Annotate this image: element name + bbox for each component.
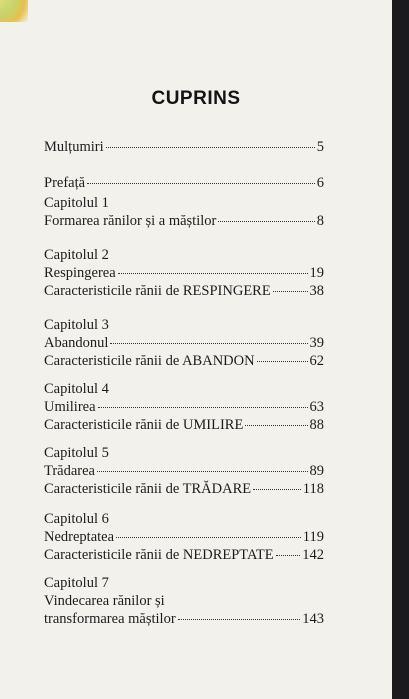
toc-chapter-5 bbox=[44, 444, 324, 498]
toc-entry-label: Mulțumiri bbox=[44, 139, 104, 155]
dot-leader bbox=[245, 425, 307, 426]
dot-leader bbox=[257, 361, 308, 362]
toc-entry-label: Trădarea bbox=[44, 463, 95, 479]
dot-leader bbox=[97, 471, 308, 472]
chapter-heading: Capitolul 5 bbox=[44, 445, 109, 461]
toc-entry-label-line1: Vindecarea rănilor și bbox=[44, 593, 165, 609]
dot-leader bbox=[87, 183, 315, 184]
toc-page-number: 39 bbox=[309, 335, 324, 351]
chapter-heading: Capitolul 3 bbox=[44, 317, 109, 333]
chapter-heading: Capitolul 6 bbox=[44, 511, 109, 527]
toc-page-number: 142 bbox=[302, 547, 324, 563]
toc-chapter-3 bbox=[44, 316, 324, 370]
toc-page-number: 8 bbox=[316, 213, 324, 229]
toc-entry-multumiri bbox=[44, 138, 324, 156]
toc-page-number: 89 bbox=[309, 463, 324, 479]
dot-leader bbox=[106, 147, 315, 148]
toc-chapter-4 bbox=[44, 380, 324, 434]
toc-entry-label: Respingerea bbox=[44, 265, 116, 281]
toc-entry-label: Caracteristicile rănii de UMILIRE bbox=[44, 417, 244, 433]
toc-page-number: 38 bbox=[309, 283, 324, 299]
dot-leader bbox=[276, 555, 301, 556]
toc-entry-label: Caracteristicile rănii de ABANDON bbox=[44, 353, 255, 369]
toc-page-number: 62 bbox=[309, 353, 324, 369]
toc-page-number: 118 bbox=[302, 481, 324, 497]
toc-entry-label: Caracteristicile rănii de NEDREPTATE bbox=[44, 547, 274, 563]
toc-page-number: 88 bbox=[309, 417, 324, 433]
chapter-heading: Capitolul 2 bbox=[44, 247, 109, 263]
chapter-heading: Capitolul 4 bbox=[44, 381, 109, 397]
dot-leader bbox=[110, 343, 307, 344]
toc-page-number: 63 bbox=[309, 399, 324, 415]
toc-entry-label: Formarea rănilor și a măștilor bbox=[44, 213, 217, 229]
toc-entry-label: Prefață bbox=[44, 175, 86, 191]
toc-page-number: 6 bbox=[316, 175, 324, 191]
chapter-heading: Capitolul 1 bbox=[44, 195, 109, 211]
toc-entry-prefata bbox=[44, 174, 324, 192]
toc-entry-label: Caracteristicile rănii de TRĂDARE bbox=[44, 481, 252, 497]
toc-page-number: 5 bbox=[316, 139, 324, 155]
toc-page-number: 19 bbox=[309, 265, 324, 281]
chapter-heading: Capitolul 7 bbox=[44, 575, 109, 591]
cover-corner-decoration bbox=[0, 0, 28, 22]
toc-chapter-7 bbox=[44, 574, 324, 628]
dot-leader bbox=[98, 407, 308, 408]
page-title: CUPRINS bbox=[151, 88, 241, 109]
toc-page-number: 143 bbox=[302, 611, 324, 627]
dot-leader bbox=[273, 291, 308, 292]
toc-entry-label: Caracteristicile rănii de RESPINGERE bbox=[44, 283, 271, 299]
toc-chapter-2 bbox=[44, 246, 324, 300]
toc-entry-label: Umilirea bbox=[44, 399, 96, 415]
toc-page-number: 119 bbox=[302, 529, 324, 545]
toc-entry-label: Abandonul bbox=[44, 335, 109, 351]
dot-leader bbox=[218, 221, 314, 222]
dot-leader bbox=[178, 619, 301, 620]
dot-leader bbox=[116, 537, 301, 538]
dot-leader bbox=[253, 489, 301, 490]
toc-entry-label: Nedreptatea bbox=[44, 529, 115, 545]
toc-chapter-1 bbox=[44, 194, 324, 230]
toc-entry-label: transformarea măștilor bbox=[44, 611, 176, 627]
dot-leader bbox=[118, 273, 308, 274]
toc-chapter-6 bbox=[44, 510, 324, 564]
